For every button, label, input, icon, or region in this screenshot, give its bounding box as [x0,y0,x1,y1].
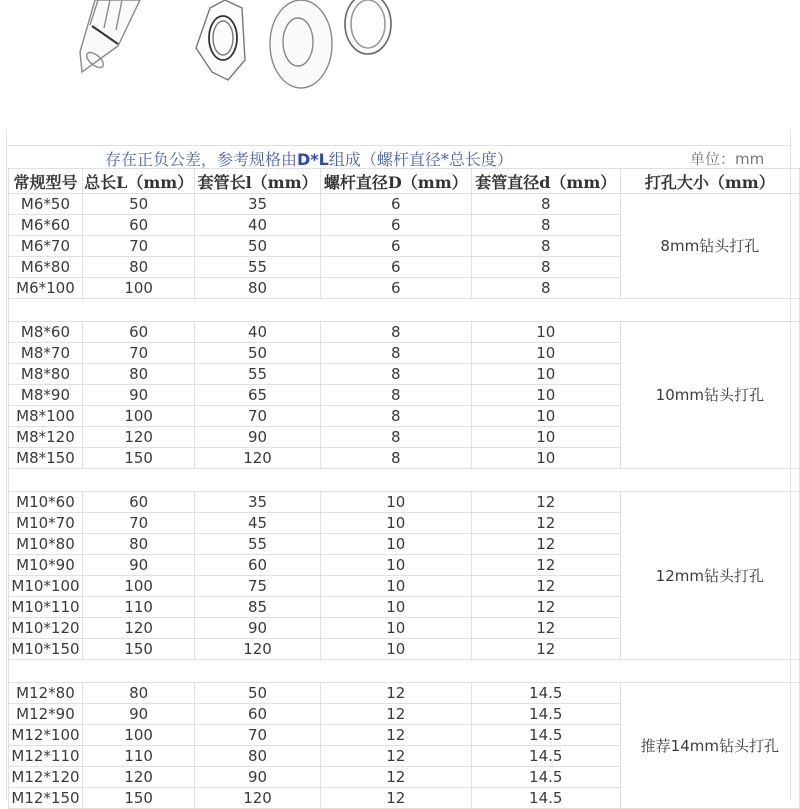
hex-nut-icon [196,0,245,80]
cell-sleeve-diameter: 12 [471,534,620,555]
bolt-diameter-value: 12 [386,705,406,723]
spacer-cell [82,469,194,492]
drill-size-cell: 推荐14mm钻头打孔 [620,683,799,809]
cell-model: M8*80 [9,364,83,385]
cell-model: M12*120 [9,767,83,788]
cell-total-length: 90 [82,704,194,725]
bolt-diameter-value: 8 [391,428,401,446]
cell-bolt-diameter [320,788,471,809]
cell-total-length: 60 [82,492,194,513]
cell-sleeve-length: 120 [195,448,320,469]
table-row [9,194,800,215]
table-row [9,492,800,513]
note-highlight: D*L [297,150,329,169]
cell-bolt-diameter [320,704,471,725]
bolt-diameter-value: 10 [386,493,406,511]
header-bolt-diameter: 螺杆直径D（mm） [320,169,471,194]
cell-total-length: 100 [82,725,194,746]
bolt-diameter-value: 10 [386,619,406,637]
cell-total-length: 60 [82,215,194,236]
spacer-cell [471,299,620,322]
bolt-diameter-value: 12 [386,747,406,765]
cell-sleeve-diameter: 12 [471,576,620,597]
cell-model: M12*80 [9,683,83,704]
cell-total-length: 100 [82,576,194,597]
cell-sleeve-length: 120 [195,788,320,809]
cell-model: M12*150 [9,788,83,809]
cell-total-length: 80 [82,534,194,555]
cell-total-length: 50 [82,194,194,215]
cell-model: M10*150 [9,639,83,660]
cell-total-length: 120 [82,767,194,788]
cell-bolt-diameter [320,597,471,618]
bolt-diameter-value: 6 [391,195,401,213]
cell-model: M8*120 [9,427,83,448]
flat-washer-icon [270,0,332,88]
bolt-diameter-value: 10 [386,640,406,658]
cell-total-length: 80 [82,364,194,385]
cell-bolt-diameter [320,236,471,257]
bolt-diameter-value: 10 [386,514,406,532]
group-spacer-row [9,469,800,492]
cell-total-length: 90 [82,385,194,406]
cell-model: M12*100 [9,725,83,746]
product-sketch-image [0,0,800,130]
cell-sleeve-length: 90 [195,427,320,448]
bolt-diameter-value: 8 [391,386,401,404]
cell-bolt-diameter [320,492,471,513]
cell-sleeve-length: 90 [195,767,320,788]
spacer-cell [195,469,320,492]
cell-total-length: 80 [82,257,194,278]
cell-sleeve-diameter: 10 [471,385,620,406]
cell-bolt-diameter [320,576,471,597]
cell-sleeve-length: 40 [195,322,320,343]
bolt-diameter-value: 8 [391,365,401,383]
spring-washer-icon [345,0,391,54]
bolt-diameter-value: 12 [386,768,406,786]
cell-model: M10*110 [9,597,83,618]
cell-sleeve-diameter: 10 [471,427,620,448]
cell-sleeve-length: 120 [195,639,320,660]
cell-sleeve-length: 90 [195,618,320,639]
drill-size-cell: 12mm钻头打孔 [620,492,799,660]
cell-sleeve-diameter: 14.5 [471,788,620,809]
cell-sleeve-diameter: 8 [471,236,620,257]
cell-model: M6*50 [9,194,83,215]
group-spacer-row [9,660,800,683]
cell-sleeve-diameter: 12 [471,639,620,660]
cell-bolt-diameter [320,448,471,469]
table-row [9,322,800,343]
spacer-cell [620,299,799,322]
cell-model: M10*60 [9,492,83,513]
cell-bolt-diameter [320,257,471,278]
table-row [9,683,800,704]
header-total-length: 总长L（mm） [82,169,194,194]
cell-sleeve-diameter: 14.5 [471,767,620,788]
cell-total-length: 150 [82,448,194,469]
cell-sleeve-length: 40 [195,215,320,236]
spacer-cell [9,299,83,322]
cell-total-length: 150 [82,788,194,809]
cell-sleeve-length: 50 [195,236,320,257]
cell-sleeve-length: 70 [195,406,320,427]
cell-total-length: 70 [82,343,194,364]
anchor-sleeve-icon [80,0,140,72]
bolt-diameter-value: 6 [391,279,401,297]
cell-bolt-diameter [320,215,471,236]
cell-bolt-diameter [320,278,471,299]
note-text-part1: 存在正负公差，参考规格由 [105,150,298,169]
cell-bolt-diameter [320,725,471,746]
cell-sleeve-diameter: 10 [471,343,620,364]
cell-sleeve-diameter: 12 [471,492,620,513]
cell-model: M6*100 [9,278,83,299]
bolt-diameter-value: 8 [391,407,401,425]
cell-sleeve-length: 70 [195,725,320,746]
spacer-cell [82,660,194,683]
cell-model: M10*120 [9,618,83,639]
bolt-diameter-value: 10 [386,556,406,574]
cell-model: M12*110 [9,746,83,767]
bolt-diameter-value: 10 [386,598,406,616]
cell-bolt-diameter [320,406,471,427]
spacer-cell [620,469,799,492]
cell-bolt-diameter [320,343,471,364]
cell-sleeve-diameter: 10 [471,364,620,385]
cell-model: M6*80 [9,257,83,278]
cell-sleeve-diameter: 8 [471,194,620,215]
cell-total-length: 90 [82,555,194,576]
cell-sleeve-length: 85 [195,597,320,618]
cell-sleeve-diameter: 10 [471,322,620,343]
cell-model: M6*70 [9,236,83,257]
cell-bolt-diameter [320,555,471,576]
cell-sleeve-length: 50 [195,343,320,364]
spacer-cell [195,299,320,322]
header-model: 常规型号 [9,169,83,194]
bolt-diameter-value: 10 [386,577,406,595]
cell-bolt-diameter [320,322,471,343]
cell-sleeve-diameter: 14.5 [471,746,620,767]
cell-total-length: 70 [82,236,194,257]
cell-model: M6*60 [9,215,83,236]
spacer-cell [471,660,620,683]
cell-sleeve-diameter: 8 [471,215,620,236]
cell-sleeve-length: 60 [195,555,320,576]
tolerance-note [105,147,513,170]
bolt-diameter-value: 6 [391,258,401,276]
cell-sleeve-length: 35 [195,492,320,513]
cell-sleeve-diameter: 10 [471,448,620,469]
cell-total-length: 80 [82,683,194,704]
cell-bolt-diameter [320,639,471,660]
drill-size-cell: 8mm钻头打孔 [620,194,799,299]
cell-model: M8*100 [9,406,83,427]
cell-total-length: 70 [82,513,194,534]
cell-model: M8*70 [9,343,83,364]
bolt-diameter-value: 6 [391,216,401,234]
cell-model: M10*70 [9,513,83,534]
cell-sleeve-diameter: 14.5 [471,725,620,746]
cell-total-length: 120 [82,427,194,448]
cell-sleeve-diameter: 10 [471,406,620,427]
bolt-diameter-value: 12 [386,789,406,807]
cell-sleeve-length: 45 [195,513,320,534]
bolt-diameter-value: 6 [391,237,401,255]
cell-total-length: 110 [82,597,194,618]
cell-model: M10*90 [9,555,83,576]
cell-sleeve-diameter: 8 [471,278,620,299]
spacer-cell [471,469,620,492]
cell-bolt-diameter [320,746,471,767]
cell-bolt-diameter [320,427,471,448]
anchor-spec-table [8,168,800,809]
cell-sleeve-length: 35 [195,194,320,215]
drill-size-cell: 10mm钻头打孔 [620,322,799,469]
spacer-cell [9,469,83,492]
spacer-cell [82,299,194,322]
cell-bolt-diameter [320,767,471,788]
cell-sleeve-length: 55 [195,257,320,278]
cell-sleeve-diameter: 12 [471,513,620,534]
cell-sleeve-length: 65 [195,385,320,406]
header-sleeve-length: 套管长l（mm） [195,169,320,194]
cell-sleeve-diameter: 12 [471,597,620,618]
spacer-cell [320,299,471,322]
cell-total-length: 110 [82,746,194,767]
cell-total-length: 150 [82,639,194,660]
cell-bolt-diameter [320,385,471,406]
bolt-diameter-value: 12 [386,684,406,702]
cell-bolt-diameter [320,683,471,704]
bolt-diameter-value: 8 [391,344,401,362]
table-header-row [9,169,800,194]
cell-sleeve-diameter: 8 [471,257,620,278]
cell-sleeve-diameter: 12 [471,555,620,576]
spacer-cell [195,660,320,683]
spacer-cell [320,660,471,683]
cell-total-length: 120 [82,618,194,639]
bolt-diameter-value: 8 [391,449,401,467]
cell-bolt-diameter [320,513,471,534]
header-sleeve-diameter: 套管直径d（mm） [471,169,620,194]
bolt-diameter-value: 12 [386,726,406,744]
cell-sleeve-length: 55 [195,364,320,385]
cell-sleeve-diameter: 12 [471,618,620,639]
cell-sleeve-length: 75 [195,576,320,597]
cell-sleeve-length: 55 [195,534,320,555]
cell-model: M10*100 [9,576,83,597]
cell-model: M8*150 [9,448,83,469]
spacer-cell [9,660,83,683]
cell-sleeve-diameter: 14.5 [471,683,620,704]
group-spacer-row [9,299,800,322]
spacer-cell [620,660,799,683]
cell-sleeve-length: 80 [195,278,320,299]
bolt-diameter-value: 10 [386,535,406,553]
cell-model: M8*90 [9,385,83,406]
cell-sleeve-length: 50 [195,683,320,704]
sheet-left-border [6,130,7,800]
cell-sleeve-length: 60 [195,704,320,725]
unit-label: 单位：mm [690,150,765,168]
cell-model: M8*60 [9,322,83,343]
tolerance-note-row [8,146,790,168]
cell-total-length: 100 [82,278,194,299]
cell-sleeve-diameter: 14.5 [471,704,620,725]
cell-model: M12*90 [9,704,83,725]
cell-total-length: 60 [82,322,194,343]
cell-model: M10*80 [9,534,83,555]
header-drill-size: 打孔大小（mm） [620,169,799,194]
cell-total-length: 100 [82,406,194,427]
bolt-diameter-value: 8 [391,323,401,341]
cell-sleeve-length: 80 [195,746,320,767]
note-text-part2: 组成（螺杆直径*总长度） [328,150,513,169]
cell-bolt-diameter [320,534,471,555]
cell-bolt-diameter [320,364,471,385]
cell-bolt-diameter [320,618,471,639]
cell-bolt-diameter [320,194,471,215]
spacer-cell [320,469,471,492]
